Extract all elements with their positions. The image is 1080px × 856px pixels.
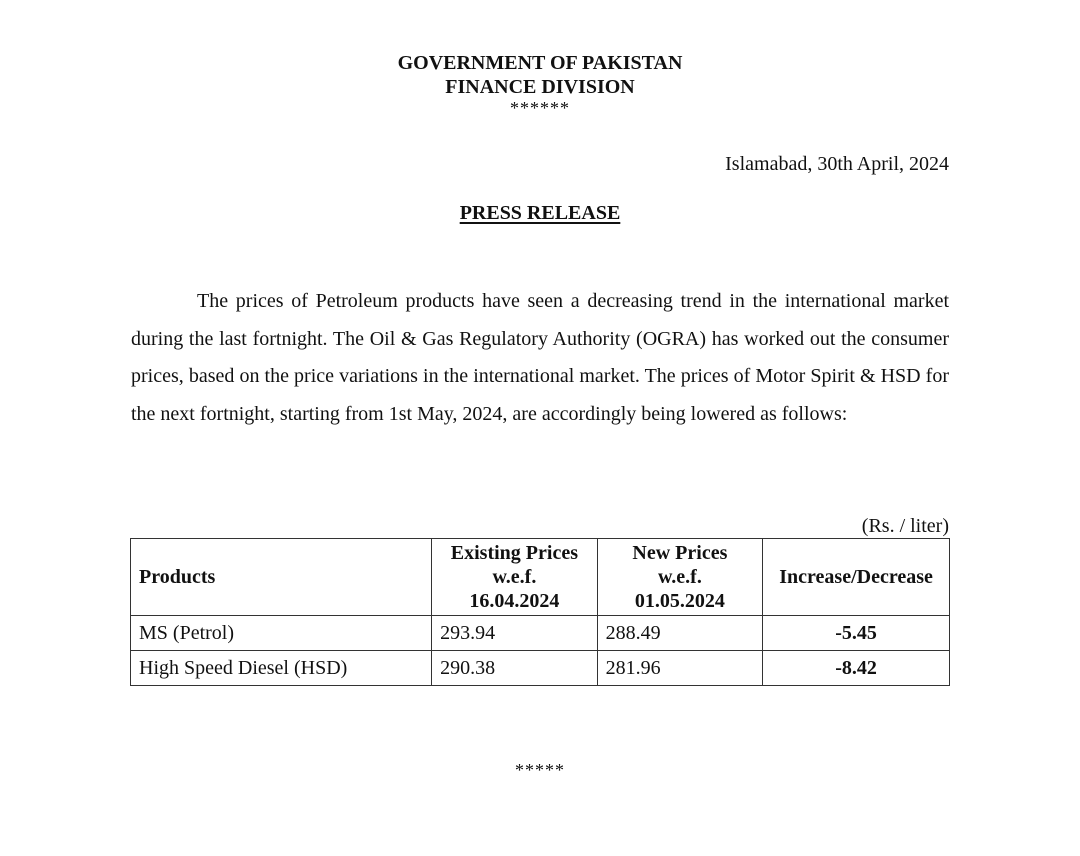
body-paragraph: The prices of Petroleum products have seen a decreasing trend in the international market during the last fortnight. The Oil & Gas Regulatory Authority (OGRA) has worked out the consumer prices, based on the price variations in the international market. The prices of Motor Spirit & HSD for the next fortnight, starting from 1st May, 2024, are accordingly being lowered as follows: bbox=[131, 290, 949, 426]
header-new-line2: w.e.f. bbox=[657, 566, 702, 588]
table-row bbox=[131, 651, 950, 686]
header-change: Increase/Decrease bbox=[763, 539, 950, 616]
header-separator: ****** bbox=[510, 98, 570, 118]
product-cell: High Speed Diesel (HSD) bbox=[131, 651, 432, 686]
change-cell: -5.45 bbox=[763, 616, 950, 651]
header-existing-line1: Existing Prices bbox=[450, 542, 578, 564]
header-new-prices bbox=[597, 539, 762, 616]
document-title bbox=[0, 201, 1080, 225]
unit-note: (Rs. / liter) bbox=[861, 515, 949, 537]
price-table bbox=[130, 538, 950, 686]
header-existing-prices bbox=[432, 539, 597, 616]
government-heading: GOVERNMENT OF PAKISTAN bbox=[397, 52, 683, 74]
existing-price-cell: 290.38 bbox=[432, 651, 597, 686]
existing-price-cell: 293.94 bbox=[432, 616, 597, 651]
header-products: Products bbox=[131, 539, 432, 616]
document-title-text: PRESS RELEASE bbox=[459, 202, 621, 224]
header-existing-line3: 16.04.2024 bbox=[469, 590, 560, 612]
end-separator: ***** bbox=[515, 760, 565, 780]
header-existing-line2: w.e.f. bbox=[492, 566, 537, 588]
division-heading: FINANCE DIVISION bbox=[445, 76, 635, 98]
table-header-row bbox=[131, 539, 950, 616]
change-cell: -8.42 bbox=[763, 651, 950, 686]
dateline: Islamabad, 30th April, 2024 bbox=[725, 153, 949, 175]
header-new-line3: 01.05.2024 bbox=[634, 590, 725, 612]
table-row bbox=[131, 616, 950, 651]
header-new-line1: New Prices bbox=[632, 542, 728, 564]
product-cell: MS (Petrol) bbox=[131, 616, 432, 651]
new-price-cell: 288.49 bbox=[597, 616, 762, 651]
new-price-cell: 281.96 bbox=[597, 651, 762, 686]
